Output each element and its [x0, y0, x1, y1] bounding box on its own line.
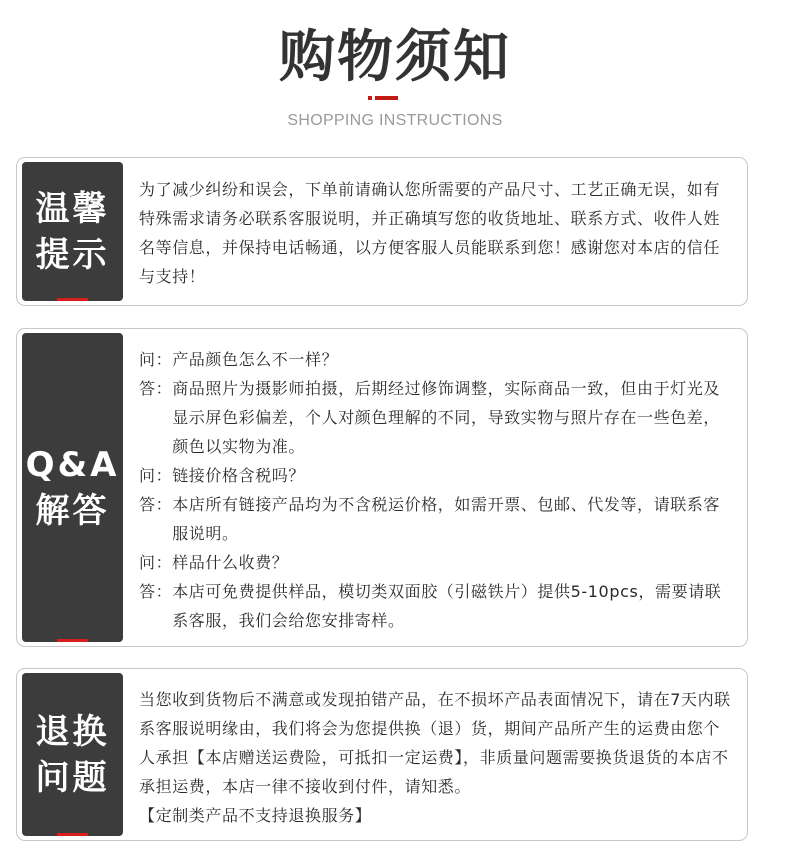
qa-question: [139, 345, 735, 374]
notice-text: 为了减少纠纷和误会，下单前请确认您所需要的产品尺寸、工艺正确无误，如有特殊需求请务必联系客服说明，并正确填写您的收货地址、联系方式、收件人姓名等信息，并保持电话畅通，以方便客服人员能联系到您！感谢您对本店的信任与支持！: [139, 180, 721, 286]
qa-prefix: 问：: [139, 466, 173, 485]
title-accent-mark: [368, 96, 398, 100]
returns-note: 【定制类产品不支持退换服务】: [139, 806, 372, 825]
qa-text: 本店可免费提供样品，模切类双面胶（引磁铁片）提供5-10pcs，需要请联系客服，我们会给您安排寄样。: [172, 582, 722, 630]
returns-tag: [22, 673, 123, 836]
qa-list: [139, 345, 735, 635]
returns-tag-line1: 退换: [35, 711, 110, 752]
qa-prefix: 问：: [139, 350, 173, 369]
qa-answer: [139, 374, 735, 461]
notice-tag-line2: 提示: [35, 234, 110, 275]
qa-prefix: 答：: [139, 495, 173, 514]
qa-text: 本店所有链接产品均为不含税运价格，如需开票、包邮、代发等，请联系客服说明。: [172, 495, 721, 543]
notice-tag-line1: 温馨: [35, 188, 110, 229]
qa-prefix: 答：: [139, 582, 173, 601]
qa-prefix: 问：: [139, 553, 173, 572]
page-subtitle: SHOPPING INSTRUCTIONS: [287, 112, 503, 129]
notice-card: [16, 157, 748, 306]
qa-text: 产品颜色怎么不一样？: [172, 350, 339, 369]
accent-bar: [375, 96, 398, 100]
qa-tag: [22, 333, 123, 642]
qa-tag-accent: [57, 639, 88, 642]
returns-text-block: [139, 685, 735, 830]
qa-answer: [139, 490, 735, 548]
qa-text: 链接价格含税吗？: [172, 466, 306, 485]
qa-text: 样品什么收费？: [172, 553, 289, 572]
notice-tag-accent: [57, 298, 88, 301]
returns-card: [16, 668, 748, 841]
returns-text: 当您收到货物后不满意或发现拍错产品，在不损坏产品表面情况下，请在7天内联系客服说明缘由，我们将会为您提供换（退）货，期间产品所产生的运费由您个人承担【本店赠送运费险，可抵扣一定运费】，非质量问题需要换货退货的本店不承担运费，本店一律不接收到付件，请知悉。: [139, 690, 731, 796]
qa-card: [16, 328, 748, 647]
qa-prefix: 答：: [139, 379, 173, 398]
qa-tag-line2: 解答: [35, 490, 110, 531]
qa-question: [139, 461, 735, 490]
page-title: 购物须知: [279, 25, 511, 90]
qa-text: 商品照片为摄影师拍摄，后期经过修饰调整，实际商品一致，但由于灯光及显示屏色彩偏差，个人对颜色理解的不同，导致实物与照片存在一些色差，颜色以实物为准。: [172, 379, 721, 456]
returns-tag-line2: 问题: [35, 757, 110, 798]
qa-tag-line1: Q&A: [25, 444, 120, 485]
qa-question: [139, 548, 735, 577]
notice-tag: [22, 162, 123, 301]
returns-tag-accent: [57, 833, 88, 836]
qa-answer: [139, 577, 735, 635]
accent-dot: [368, 96, 372, 100]
